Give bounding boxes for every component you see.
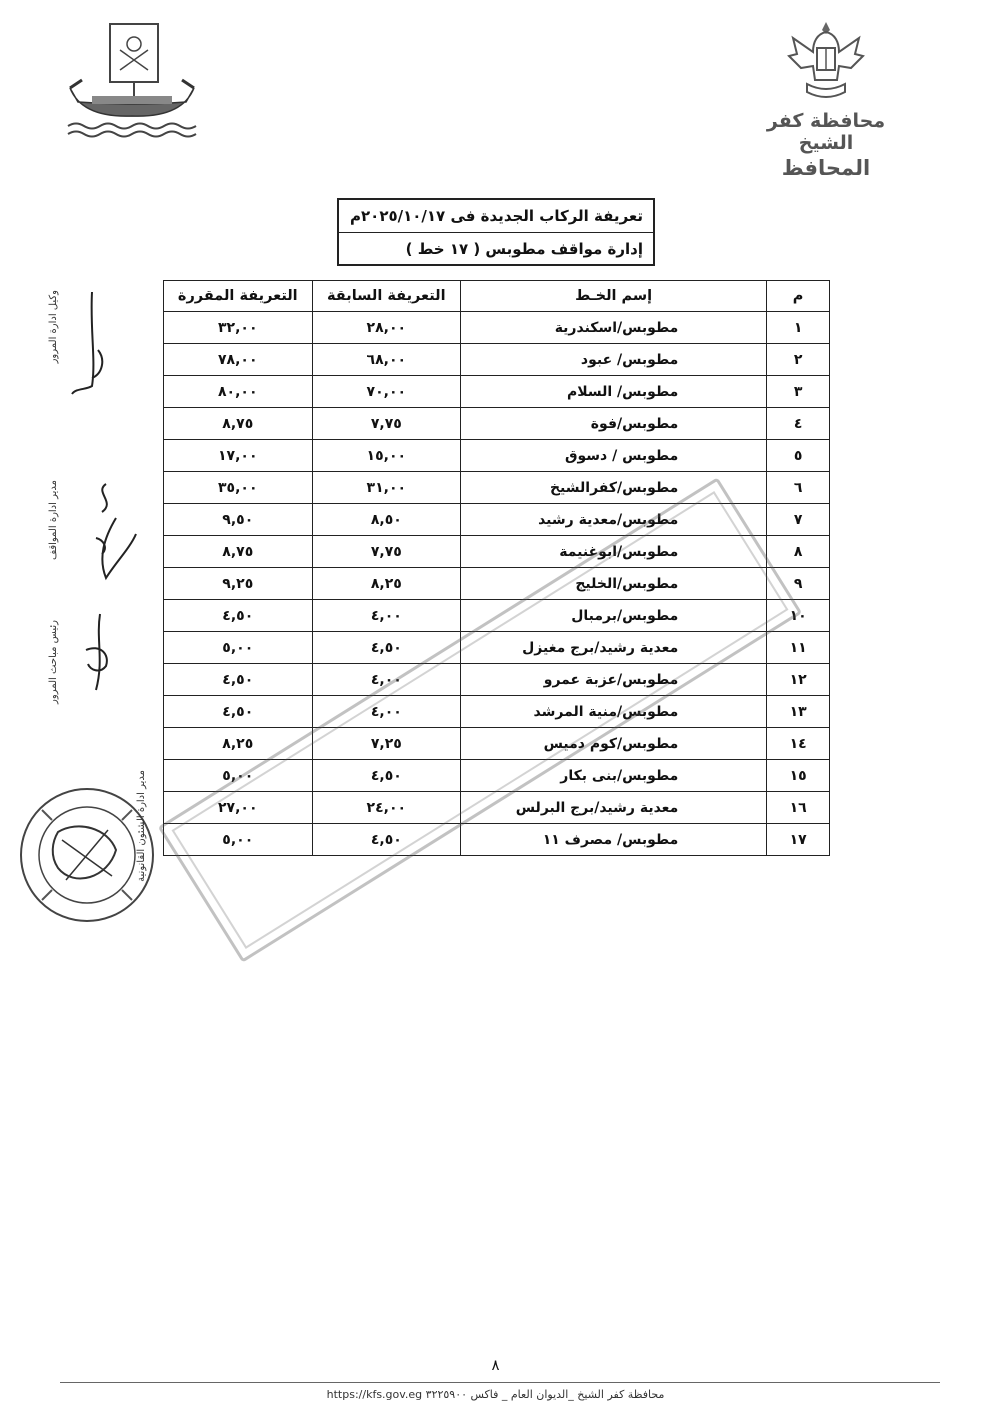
row-new-tariff: ٤,٥٠ bbox=[164, 600, 313, 632]
row-line-name: مطوبس/معدية رشيد bbox=[461, 504, 767, 536]
table-row bbox=[164, 408, 830, 440]
row-new-tariff: ٥,٠٠ bbox=[164, 824, 313, 856]
row-line-name: معدية رشيد/برج مغيزل bbox=[461, 632, 767, 664]
row-previous-tariff: ٧,٢٥ bbox=[312, 728, 461, 760]
row-previous-tariff: ١٥,٠٠ bbox=[312, 440, 461, 472]
header-new-tariff: التعريفة المقررة bbox=[164, 281, 313, 312]
row-previous-tariff: ٧,٧٥ bbox=[312, 536, 461, 568]
department-title: إدارة مواقف مطوبس ( ١٧ خط ) bbox=[339, 232, 653, 265]
governorate-name: محافظة كفر الشيخ bbox=[766, 110, 886, 154]
row-new-tariff: ٨,٧٥ bbox=[164, 408, 313, 440]
row-line-name: مطوبس/ مصرف ١١ bbox=[461, 824, 767, 856]
signature-traffic-investigations: رئيس مباحث المرور bbox=[48, 620, 59, 704]
row-line-name: مطوبس/ السلام bbox=[461, 376, 767, 408]
row-line-name: مطوبس/الخليج bbox=[461, 568, 767, 600]
row-line-name: مطوبس/كفرالشيخ bbox=[461, 472, 767, 504]
governor-title: المحافظ bbox=[781, 156, 871, 180]
row-num: ٧ bbox=[767, 504, 830, 536]
row-previous-tariff: ٦٨,٠٠ bbox=[312, 344, 461, 376]
row-new-tariff: ٧٨,٠٠ bbox=[164, 344, 313, 376]
row-new-tariff: ٥,٠٠ bbox=[164, 760, 313, 792]
row-line-name: مطوبس/بنى بكار bbox=[461, 760, 767, 792]
row-new-tariff: ٩,٢٥ bbox=[164, 568, 313, 600]
table-row bbox=[164, 440, 830, 472]
header-line-name: إسم الخـط bbox=[461, 281, 767, 312]
row-new-tariff: ٣٥,٠٠ bbox=[164, 472, 313, 504]
row-line-name: مطوبس/اسكندرية bbox=[461, 312, 767, 344]
footer-divider bbox=[60, 1382, 940, 1383]
row-num: ١٣ bbox=[767, 696, 830, 728]
table-row bbox=[164, 344, 830, 376]
row-num: ٩ bbox=[767, 568, 830, 600]
signature-mark-3 bbox=[70, 610, 130, 700]
row-line-name: مطوبس/كوم دميس bbox=[461, 728, 767, 760]
row-new-tariff: ٨,٧٥ bbox=[164, 536, 313, 568]
row-previous-tariff: ٨,٥٠ bbox=[312, 504, 461, 536]
signature-mark-1 bbox=[62, 290, 118, 410]
row-previous-tariff: ٣١,٠٠ bbox=[312, 472, 461, 504]
row-previous-tariff: ٤,٥٠ bbox=[312, 632, 461, 664]
row-previous-tariff: ٢٤,٠٠ bbox=[312, 792, 461, 824]
row-previous-tariff: ٢٨,٠٠ bbox=[312, 312, 461, 344]
row-new-tariff: ٩,٥٠ bbox=[164, 504, 313, 536]
row-new-tariff: ٢٧,٠٠ bbox=[164, 792, 313, 824]
row-previous-tariff: ٤,٠٠ bbox=[312, 664, 461, 696]
table-row bbox=[164, 312, 830, 344]
row-num: ١٥ bbox=[767, 760, 830, 792]
table-row bbox=[164, 376, 830, 408]
row-new-tariff: ٨٠,٠٠ bbox=[164, 376, 313, 408]
row-num: ١ bbox=[767, 312, 830, 344]
row-num: ٨ bbox=[767, 536, 830, 568]
row-num: ٦ bbox=[767, 472, 830, 504]
row-num: ٥ bbox=[767, 440, 830, 472]
row-line-name: مطوبس/ابوغنيمة bbox=[461, 536, 767, 568]
row-num: ٤ bbox=[767, 408, 830, 440]
row-previous-tariff: ٧٠,٠٠ bbox=[312, 376, 461, 408]
row-line-name: معدية رشيد/برج البرلس bbox=[461, 792, 767, 824]
header-num: م bbox=[767, 281, 830, 312]
row-previous-tariff: ٤,٠٠ bbox=[312, 600, 461, 632]
row-num: ٣ bbox=[767, 376, 830, 408]
signature-traffic-deputy: وكيل ادارة المرور bbox=[48, 290, 59, 364]
egypt-eagle-icon bbox=[787, 18, 865, 104]
row-num: ١٠ bbox=[767, 600, 830, 632]
title-box bbox=[337, 198, 655, 266]
row-new-tariff: ٨,٢٥ bbox=[164, 728, 313, 760]
signature-mark-2 bbox=[76, 478, 146, 588]
signature-legal-director: مدير ادارة الشئون القانونية bbox=[136, 770, 147, 882]
header-previous-tariff: التعريفة السابقة bbox=[312, 281, 461, 312]
footer-contact: محافظة كفر الشيخ _الديوان العام _ فاكس ٣٢٢٥٩٠٠ https://kfs.gov.eg bbox=[326, 1388, 665, 1401]
row-new-tariff: ١٧,٠٠ bbox=[164, 440, 313, 472]
boat-logo-icon bbox=[62, 22, 202, 148]
row-num: ١٢ bbox=[767, 664, 830, 696]
row-previous-tariff: ٨,٢٥ bbox=[312, 568, 461, 600]
row-num: ١٦ bbox=[767, 792, 830, 824]
row-previous-tariff: ٤,٥٠ bbox=[312, 760, 461, 792]
row-line-name: مطوبس/عزبة عمرو bbox=[461, 664, 767, 696]
row-new-tariff: ٤,٥٠ bbox=[164, 696, 313, 728]
tariff-title: تعريفة الركاب الجديدة فى ٢٠٢٥/١٠/١٧م bbox=[350, 207, 643, 225]
row-new-tariff: ٥,٠٠ bbox=[164, 632, 313, 664]
row-previous-tariff: ٤,٠٠ bbox=[312, 696, 461, 728]
row-line-name: مطوبس/ عبود bbox=[461, 344, 767, 376]
row-line-name: مطوبس/برمبال bbox=[461, 600, 767, 632]
row-previous-tariff: ٧,٧٥ bbox=[312, 408, 461, 440]
row-line-name: مطوبس/فوة bbox=[461, 408, 767, 440]
row-line-name: مطوبس / دسوق bbox=[461, 440, 767, 472]
row-num: ١٤ bbox=[767, 728, 830, 760]
row-new-tariff: ٤,٥٠ bbox=[164, 664, 313, 696]
page-number: ٨ bbox=[491, 1356, 500, 1374]
row-num: ٢ bbox=[767, 344, 830, 376]
row-previous-tariff: ٤,٥٠ bbox=[312, 824, 461, 856]
table-header-row bbox=[164, 281, 830, 312]
governorate-header bbox=[751, 18, 901, 180]
row-num: ١٧ bbox=[767, 824, 830, 856]
signature-parking-director: مدير ادارة المواقف bbox=[48, 480, 59, 561]
row-num: ١١ bbox=[767, 632, 830, 664]
row-new-tariff: ٣٢,٠٠ bbox=[164, 312, 313, 344]
row-line-name: مطوبس/منية المرشد bbox=[461, 696, 767, 728]
